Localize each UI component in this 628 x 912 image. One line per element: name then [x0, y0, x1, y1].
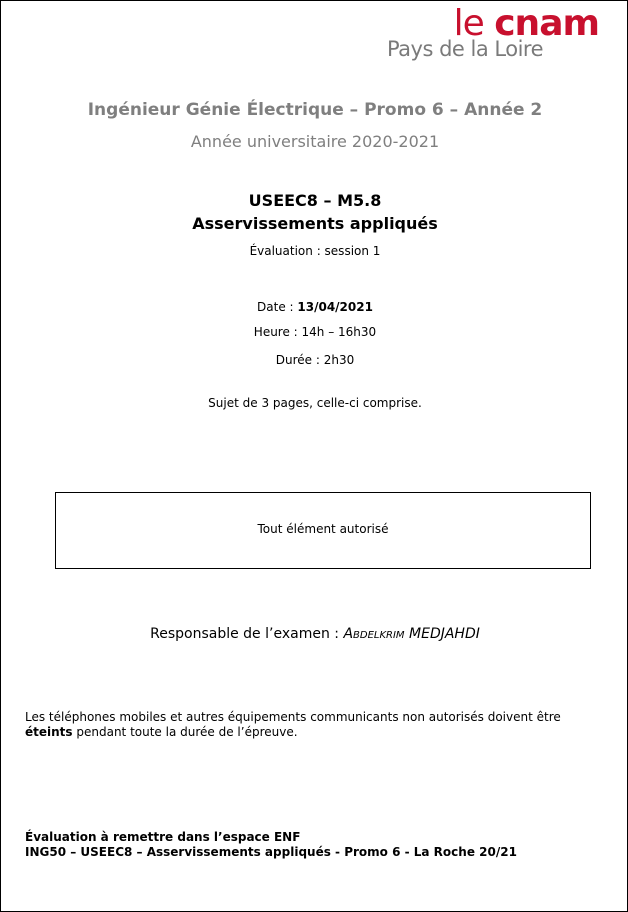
footer-line-1: Évaluation à remettre dans l’espace ENF — [25, 830, 301, 844]
responsible-last-name: MEDJAHDI — [404, 626, 480, 642]
evaluation-session: Évaluation : session 1 — [249, 244, 381, 258]
logo-cnam: cnam — [494, 3, 599, 44]
responsible-first-rest: BDELKRIM — [353, 630, 405, 641]
responsible-label: Responsable de l’examen : — [150, 626, 344, 642]
exam-date — [1, 300, 628, 314]
exam-hour: Heure : 14h – 16h30 — [253, 325, 377, 339]
footer — [25, 830, 517, 860]
cnam-logo — [381, 3, 621, 63]
footer-line-2: ING50 – USEEC8 – Asservissements appliqués - Promo 6 - La Roche 20/21 — [25, 845, 517, 859]
date-label: Date : — [257, 300, 298, 314]
logo-region: Pays de la Loire — [386, 37, 543, 61]
allowed-materials-box — [55, 492, 591, 569]
notice-emphasis: éteints — [25, 725, 73, 739]
notice-text-before: Les téléphones mobiles et autres équipements communicants non autorisés doivent être — [25, 710, 561, 724]
academic-year: Année universitaire 2020-2021 — [190, 132, 440, 151]
allowed-materials-text: Tout élément autorisé — [257, 522, 389, 536]
course-title: Asservissements appliqués — [192, 214, 438, 233]
exam-responsible — [1, 626, 628, 642]
page-count: Sujet de 3 pages, celle-ci comprise. — [208, 396, 422, 410]
program-title: Ingénieur Génie Électrique – Promo 6 – Année 2 — [87, 100, 543, 120]
date-value: 13/04/2021 — [297, 300, 373, 314]
notice-text-after: pendant toute la durée de l’épreuve. — [72, 725, 298, 739]
logo-le: le — [453, 3, 495, 44]
responsible-first-initial: A — [343, 626, 354, 642]
phone-notice — [25, 710, 605, 740]
course-code: USEEC8 – M5.8 — [248, 191, 382, 210]
exam-duration: Durée : 2h30 — [275, 353, 355, 367]
responsible-name — [343, 626, 479, 642]
